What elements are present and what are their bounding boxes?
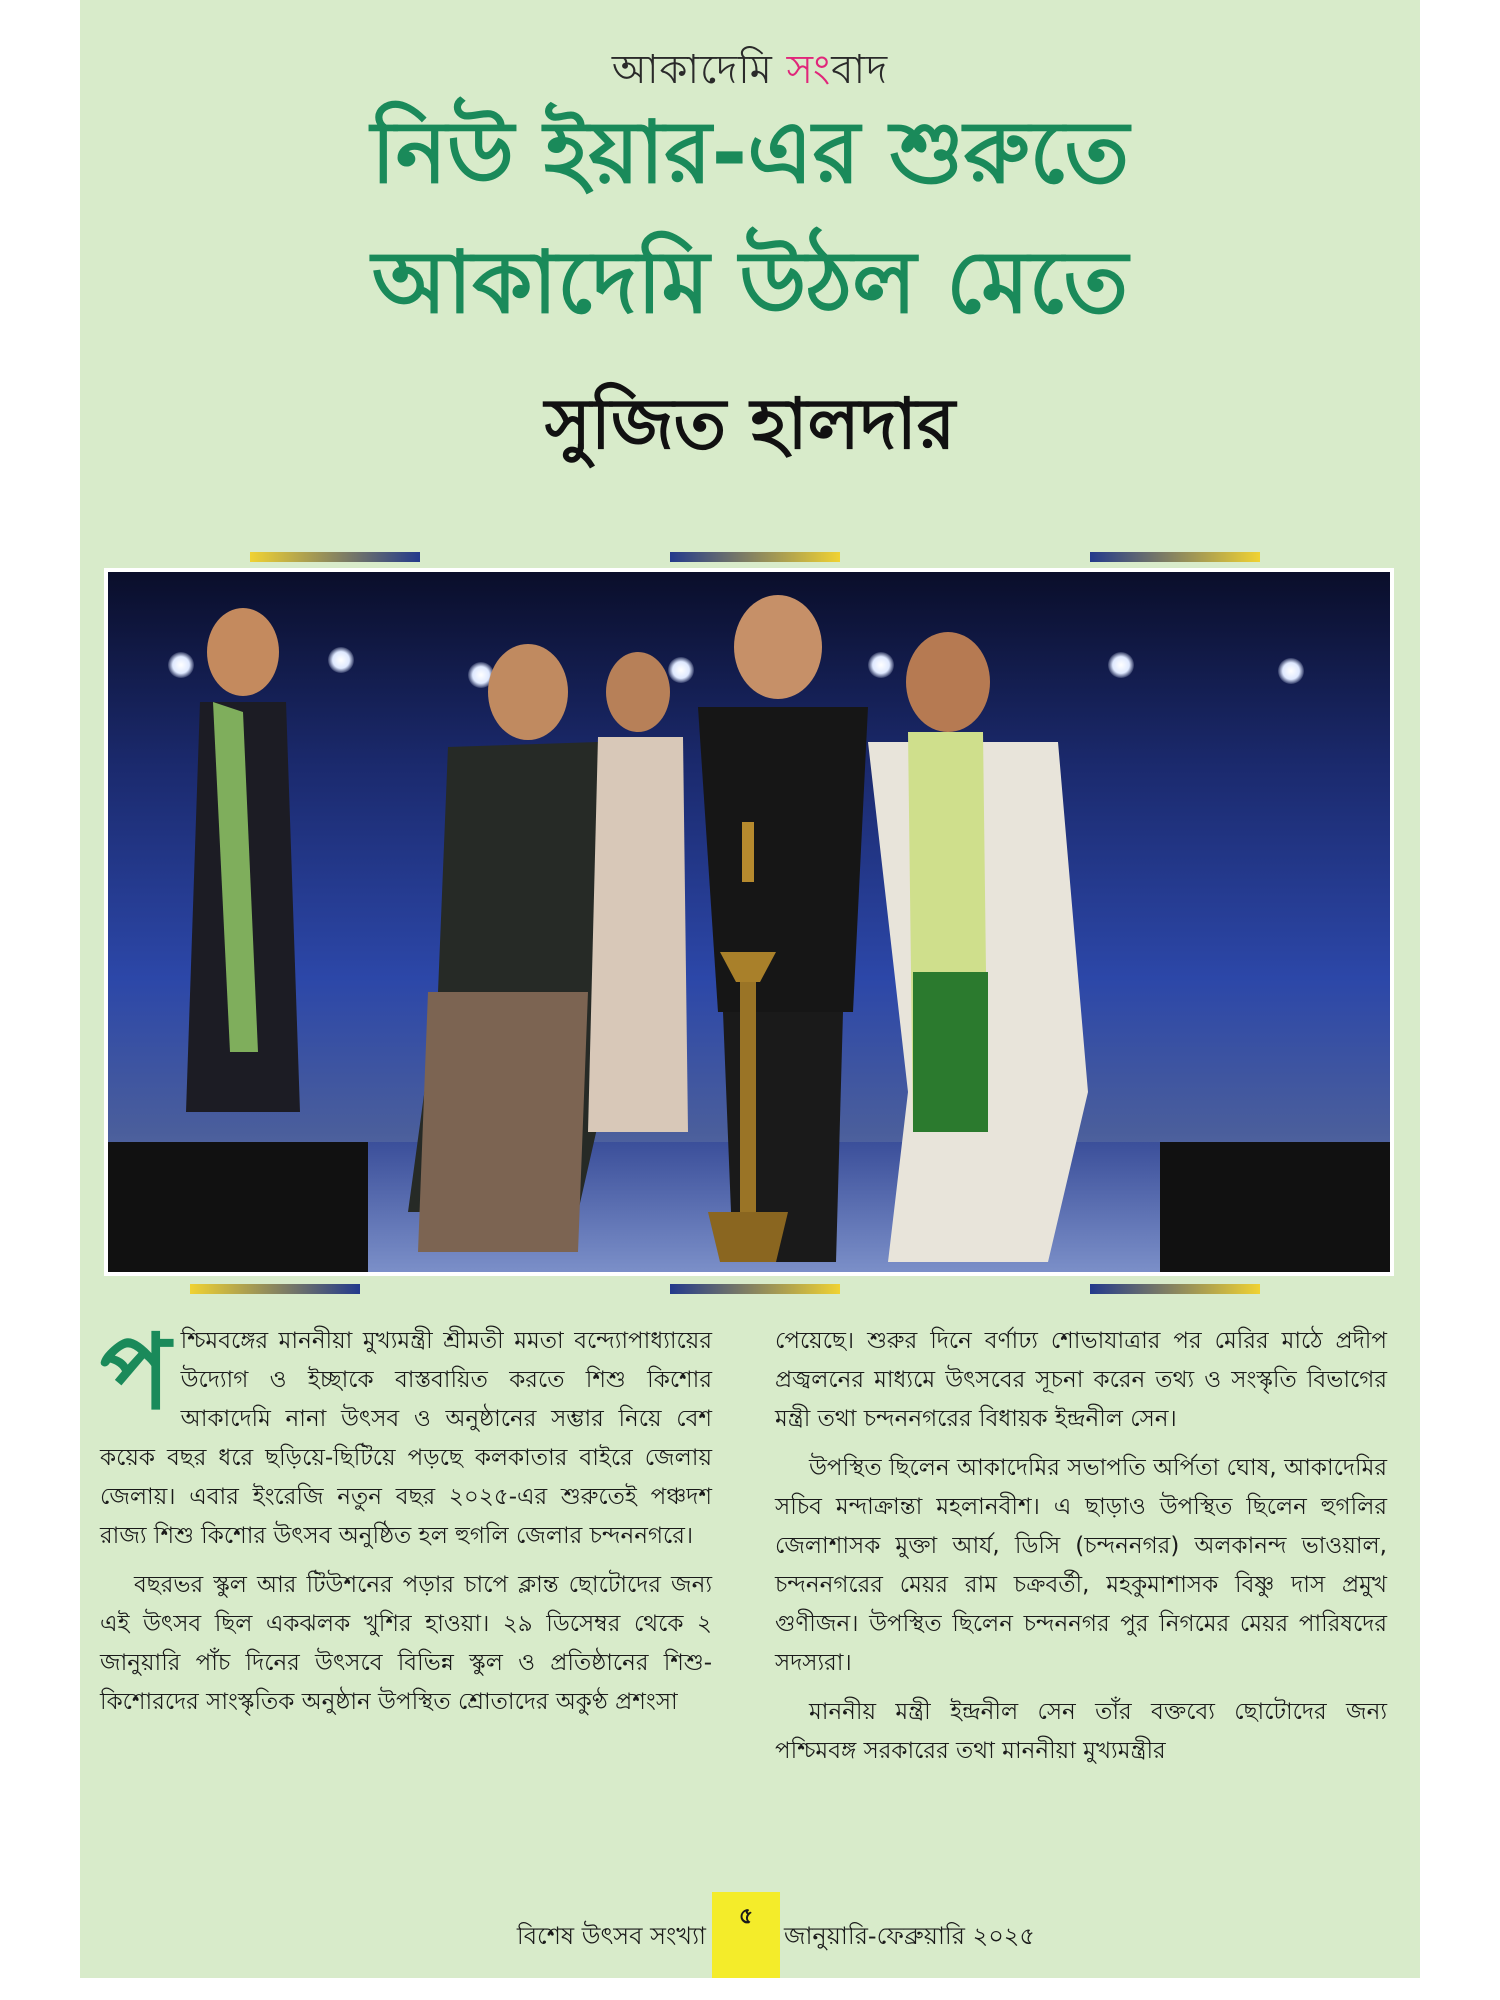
section-tag-part1: আকাদেমি bbox=[611, 47, 787, 93]
headline-line-2: আকাদেমি উঠল মেতে bbox=[371, 233, 1129, 333]
article-paragraph: পেয়েছে। শুরুর দিনে বর্ণাঢ্য শোভাযাত্রার পর মেরির মাঠে প্রদীপ প্রজ্বলনের মাধ্যমে উৎসবের সূচনা করেন তথ্য ও সংস্কৃতি বিভাগের মন্ত্রী তথা চন্দননগরের বিধায়ক ইন্দ্রনীল সেন। bbox=[775, 1328, 1387, 1432]
article-paragraph: উপস্থিত ছিলেন আকাদেমির সভাপতি অর্পিতা ঘোষ, আকাদেমির সচিব মন্দাক্রান্তা মহলানবীশ। এ ছাড়াও উপস্থিত ছিলেন হুগলির জেলাশাসক মুক্তা আর্য, ডিসি (চন্দননগর) অলকানন্দ ভাওয়াল, চন্দননগরের মেয়র রাম চক্রবর্তী, মহকুমাশাসক বিষ্ণু দাস প্রমুখ গুণীজন। উপস্থিত ছিলেন চন্দননগর পুর নিগমের মেয়র পারিষদের সদস্যরা। bbox=[775, 1455, 1387, 1676]
drop-cap: প bbox=[100, 1311, 171, 1433]
article-paragraph: মাননীয় মন্ত্রী ইন্দ্রনীল সেন তাঁর বক্তব্যে ছোটোদের জন্য পশ্চিমবঙ্গ সরকারের তথা মাননীয়া মুখ্যমন্ত্রীর bbox=[775, 1699, 1387, 1764]
decor-stripe bbox=[1090, 552, 1260, 562]
decor-stripe bbox=[190, 1284, 360, 1294]
article-paragraph: বছরভর স্কুল আর টিউশনের পড়ার চাপে ক্লান্ত ছোটোদের জন্য এই উৎসব ছিল একঝলক খুশির হাওয়া। ২৯ ডিসেম্বর থেকে ২ জানুয়ারি পাঁচ দিনের উৎসবে বিভিন্ন স্কুল ও প্রতিষ্ঠানের শিশু-কিশোরদের সাংস্কৃতিক অনুষ্ঠান উপস্থিত শ্রোতাদের অকুণ্ঠ প্রশংসা bbox=[100, 1572, 712, 1715]
footer-issue-date: জানুয়ারি-ফেব্রুয়ারি ২০২৫ bbox=[784, 1922, 1035, 1950]
section-tag-part2: বাদ bbox=[831, 47, 889, 93]
magazine-page bbox=[80, 0, 1420, 1978]
section-tag bbox=[80, 38, 1420, 105]
footer-issue-name: বিশেষ উৎসব সংখ্যা bbox=[516, 1922, 706, 1950]
author-byline: সুজিত হালদার bbox=[544, 383, 956, 465]
decor-stripe bbox=[670, 552, 840, 562]
decor-stripe bbox=[250, 552, 420, 562]
people-illustration bbox=[108, 572, 1390, 1272]
headline-line-1: নিউ ইয়ার-এর শুরুতে bbox=[371, 103, 1129, 203]
article-column-2 bbox=[775, 1322, 1387, 1781]
article-column-1 bbox=[100, 1311, 712, 1732]
page-number: ৫ bbox=[712, 1892, 780, 1978]
article-paragraph: শ্চিমবঙ্গের মাননীয়া মুখ্যমন্ত্রী শ্রীমতী মমতা বন্দ্যোপাধ্যায়ের উদ্যোগ ও ইচ্ছাকে বাস্তবায়িত করতে শিশু কিশোর আকাদেমি নানা উৎসব ও অনুষ্ঠানের সম্ভার নিয়ে বেশ কয়েক বছর ধরে ছড়িয়ে-ছিটিয়ে পড়ছে কলকাতার বাইরে জেলায় জেলায়। এবার ইংরেজি নতুন বছর ২০২৫-এর শুরুতেই পঞ্চদশ রাজ্য শিশু কিশোর উৎসব অনুষ্ঠিত হল হুগলি জেলার চন্দননগরে। bbox=[100, 1328, 712, 1549]
section-tag-accent: সং bbox=[786, 47, 832, 93]
event-photo bbox=[104, 568, 1394, 1276]
decor-stripe bbox=[670, 1284, 840, 1294]
page-footer bbox=[80, 1892, 1420, 1978]
decor-stripe bbox=[1090, 1284, 1260, 1294]
